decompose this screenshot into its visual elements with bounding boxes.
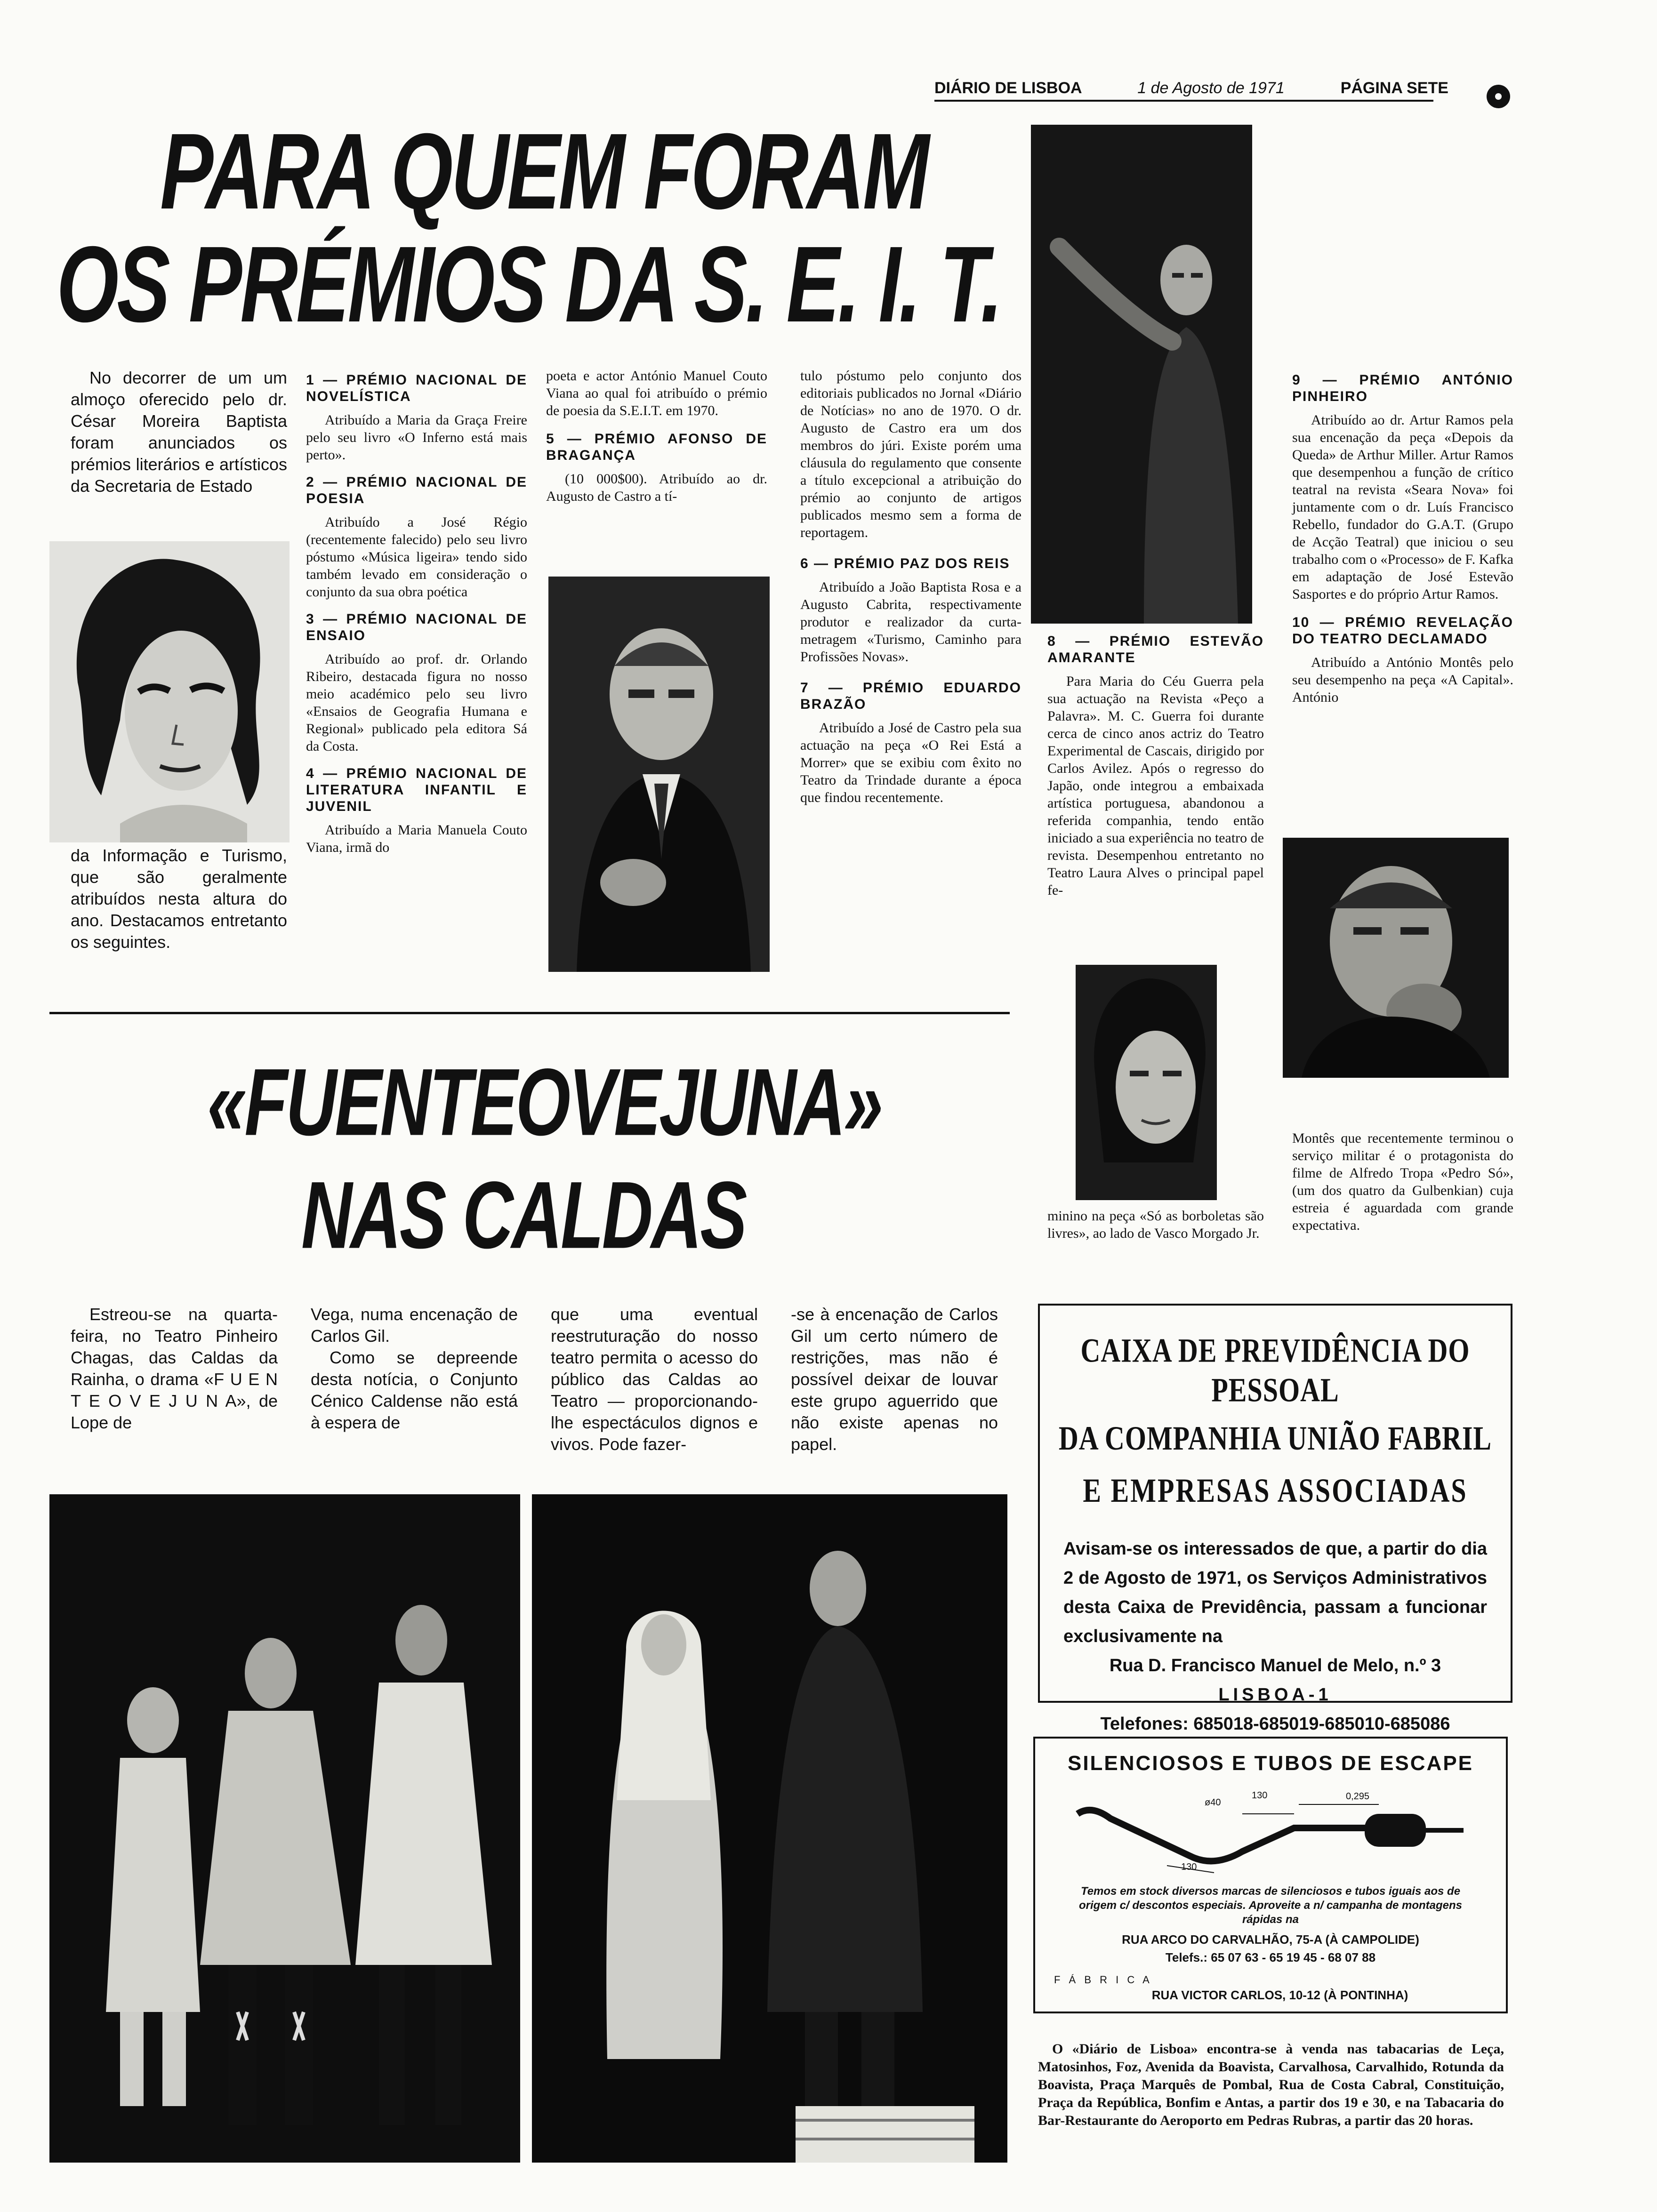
prizes-column-2: [306, 372, 527, 863]
photo-woman-portrait: [1076, 965, 1217, 1200]
prize-3-title: 3 — PRÉMIO NACIONAL DE ENSAIO: [306, 611, 527, 643]
ad-caixa-city: LISBOA-1: [1218, 1685, 1332, 1705]
article2-col2-text-b: Como se depreende desta notícia, o Conjunto Cénico Caldense não está à espera de: [311, 1348, 518, 1432]
article2-col2-text-a: Vega, numa encenação de Carlos Gil.: [311, 1305, 518, 1346]
prize-10-title: 10 — PRÉMIO REVELAÇÃO DO TEATRO DECLAMADO: [1292, 615, 1513, 647]
masthead-rule: [934, 100, 1433, 102]
ad-silenciosos-title: SILENCIOSOS E TUBOS DE ESCAPE: [1067, 1752, 1474, 1775]
prize-10-text: Atribuído a António Montês pelo seu desempenho na peça «A Capital». António: [1292, 655, 1513, 705]
photo-man-portrait: [548, 577, 770, 972]
ad-silenciosos-phones: Telefs.: 65 07 63 - 65 19 45 - 68 07 88: [1165, 1950, 1376, 1964]
prize-5-title: 5 — PRÉMIO AFONSO DE BRAGANÇA: [546, 431, 767, 463]
article2-col1-text: Estreou-se na quarta-feira, no Teatro Pinheiro Chagas, das Caldas da Rainha, o drama «F U E N T E O V E J U N A», de Lope de: [71, 1305, 278, 1432]
prize-9-title: 9 — PRÉMIO ANTÓNIO PINHEIRO: [1292, 372, 1513, 404]
ad-silenciosos-dim3: 0,295: [1346, 1791, 1370, 1802]
prize-4-text: Atribuído a Maria Manuela Couto Viana, irmã do: [306, 822, 527, 855]
ad-caixa-previdencia: [1038, 1304, 1512, 1734]
ad-caixa-title-line3: E EMPRESAS ASSOCIADAS: [1083, 1471, 1468, 1510]
ad-caixa-phones: Telefones: 685018-685019-685010-685086: [1100, 1714, 1450, 1734]
article2-column-1: [71, 1304, 278, 1434]
photo-actor-smoking: [1283, 838, 1509, 1078]
ad-silenciosos-address: RUA ARCO DO CARVALHÃO, 75-A (À CAMPOLIDE): [1122, 1932, 1419, 1947]
prize-7-text: Atribuído a José de Castro pela sua actuação na peça «O Rei Está a Morrer» que se exibiu com êxito no Teatro da Trindade durante a época que findou recentemente.: [800, 720, 1022, 805]
photo-stage-scene-2-image: [532, 1494, 1007, 2163]
photo-actor-stage: [1031, 125, 1252, 624]
photo-woman-portrait-image: [1076, 965, 1217, 1200]
article1-headline-line2: OS PRÉMIOS DA S. E. I. T.: [56, 224, 1001, 345]
article2-column-4: [791, 1304, 998, 1455]
prize-8-continuation-block: [1047, 1207, 1264, 1242]
ad-silenciosos-dim1: ø40: [1205, 1797, 1221, 1808]
article1-intro-top-text: No decorrer de um um almoço oferecido pelo dr. César Moreira Baptista foram anunciados os prémios literários e artísticos da Secretaria de Estado: [71, 368, 287, 496]
photo-stage-scene-1: [49, 1494, 520, 2163]
ad-silenciosos-dim4: 130: [1181, 1862, 1197, 1872]
prize-7-title: 7 — PRÉMIO EDUARDO BRAZÃO: [800, 680, 1022, 712]
ad-caixa-title-line2: DA COMPANHIA UNIÃO FABRIL: [1058, 1419, 1492, 1458]
article2-headline-line1: «FUENTEOVEJUNA»: [207, 1048, 882, 1155]
prizes-column-6: [1292, 372, 1513, 713]
article-separator-rule: [49, 1012, 1010, 1014]
photo-actor-smoking-image: [1283, 838, 1509, 1078]
masthead-page: PÁGINA SETE: [1340, 79, 1448, 97]
prize-2-title: 2 — PRÉMIO NACIONAL DE POESIA: [306, 474, 527, 506]
prize-4-title: 4 — PRÉMIO NACIONAL DE LITERATURA INFANTIL E JUVENIL: [306, 766, 527, 814]
ad-caixa-title-line1: CAIXA DE PREVIDÊNCIA DO PESSOAL: [1080, 1331, 1470, 1409]
article2-column-2: [311, 1304, 518, 1434]
prizes-column-4: [800, 367, 1022, 813]
prize-8-text: Para Maria do Céu Guerra pela sua actuação na Revista «Peço a Palavra». M. C. Guerra foi durante cerca de cinco anos actriz do Teatro Experimental de Cascais, dirigido por Carlos Avilez. Após o regresso do Japão, onde integrou a embaixada artística portuguesa, abandonou a referida companhia, tendo então iniciado a sua experiência no teatro de revista. Desempenhou entretanto no Teatro Laura Alves o principal papel fe-: [1047, 673, 1264, 898]
article2-col4-text: -se à encenação de Carlos Gil um certo número de restrições, mas não é possível deixar de louvar este grupo aguerrido que não existe apenas no papel.: [791, 1305, 998, 1454]
prize-3-text: Atribuído ao prof. dr. Orlando Ribeiro, destacada figura no nosso meio académico pelo seu livro «Ensaios de Geografia Humana e Regional» publicado pela editora Sá da Costa.: [306, 651, 527, 754]
photo-man-portrait-image: [548, 577, 770, 972]
exhaust-pipe-illustration: [1073, 1786, 1468, 1875]
prize-10-continuation: Montês que recentemente terminou o serviço militar é o protagonista do filme de Alfredo Tropa «Pedro Só», (um dos quatro da Gulbenkian) cuja estreia é aguardada com grande expectativa.: [1292, 1130, 1513, 1233]
masthead: [934, 79, 1476, 97]
ad-silenciosos: [1033, 1737, 1508, 2013]
photo-stage-scene-1-image: [49, 1494, 520, 2163]
ad-silenciosos-dim2: 130: [1252, 1790, 1268, 1801]
article2-col3-text: que uma eventual reestruturação do nosso teatro permita o acesso do público das Caldas ao Teatro — proporcionando-lhe espectáculos dignos e vivos. Pode fazer-: [551, 1305, 758, 1454]
prizes-column-5: [1047, 633, 1264, 906]
masthead-paper: DIÁRIO DE LISBOA: [934, 79, 1082, 97]
sales-notice: O «Diário de Lisboa» encontra-se à venda nas tabacarias de Leça, Matosinhos, Foz, Avenida da Boavista, Carvalhosa, Carvalhido, Rotunda da Boavista, Praça Marquês de Pombal, Rua de Costa Cabral, Constituição, Praça da República, Bonfim e Antas, a partir dos 19 e 30, e na Tabacaria do Bar-Restaurante do Aeroporto em Pedras Rubras, a partir das 20 horas.: [1038, 2041, 1504, 2128]
prize-10-continuation-block: [1292, 1130, 1513, 1234]
ad-caixa-address: Rua D. Francisco Manuel de Melo, n.º 3: [1109, 1656, 1441, 1675]
photo-actor-stage-image: [1031, 125, 1252, 624]
prize-4-continuation: poeta e actor António Manuel Couto Viana ao qual foi atribuído o prémio de poesia da S.E.I.T. em 1970.: [546, 368, 767, 418]
masthead-date: 1 de Agosto de 1971: [1137, 79, 1285, 97]
page-bullet-icon: [1487, 85, 1510, 108]
article1-intro-top: [71, 367, 287, 497]
ad-silenciosos-factory-address: RUA VICTOR CARLOS, 10-12 (À PONTINHA): [1151, 1988, 1408, 2002]
prize-8-continuation: minino na peça «Só as borboletas são livres», ao lado de Vasco Morgado Jr.: [1047, 1208, 1264, 1241]
prize-2-text: Atribuído a José Régio (recentemente falecido) pelo seu livro póstumo «Música ligeira» tendo sido também levado em consideração o conjunto da sua obra poética: [306, 514, 527, 600]
ad-caixa-body: Avisam-se os interessados de que, a partir do dia 2 de Agosto de 1971, os Serviços Administrativos desta Caixa de Previdência, passam a funcionar exclusivamente na: [1063, 1539, 1487, 1646]
prize-1-text: Atribuído a Maria da Graça Freire pelo seu livro «O Inferno está mais perto».: [306, 412, 527, 463]
prizes-column-3: [546, 367, 767, 512]
ad-silenciosos-body: Temos em stock diversos marcas de silenciosos e tubos iguais aos de origem c/ descontos especiais. Aproveite a n/ campanha de montagens rápidas na: [1078, 1885, 1463, 1926]
photo-actress-portrait-image: [49, 541, 290, 842]
prize-9-text: Atribuído ao dr. Artur Ramos pela sua encenação da peça «Depois da Queda» de Arthur Miller. Artur Ramos que desempenhou a função de crítico teatral na revista «Seara Nova» foi juntamente com o dr. Luís Francisco Rebello, fundador do G.A.T. (Grupo de Acção Teatral) que iniciou o seu trabalho com o «Processo» de F. Kafka em adaptação de José Estevão Sasportes e do próprio Artur Ramos.: [1292, 412, 1513, 602]
prize-5-text: (10 000$00). Atribuído ao dr. Augusto de Castro a tí-: [546, 471, 767, 504]
prize-6-title: 6 — PRÉMIO PAZ DOS REIS: [800, 556, 1010, 571]
ad-silenciosos-factory-label: F Á B R I C A: [1054, 1974, 1152, 1986]
article1-intro-bottom: [71, 845, 287, 953]
article1-intro-bottom-text: da Informação e Turismo, que são geralmente atribuídos nesta altura do ano. Destacamos entretanto os seguintes.: [71, 846, 287, 952]
photo-actress-portrait: [49, 541, 290, 842]
article2-column-3: [551, 1304, 758, 1455]
article1-headline-line1: PARA QUEM FORAM: [160, 111, 928, 232]
prize-6-text: Atribuído a João Baptista Rosa e a Augusto Cabrita, respectivamente produtor e realizador da curta-metragem «Turismo, Caminho para Profissões Novas».: [800, 579, 1022, 665]
prize-8-title: 8 — PRÉMIO ESTEVÃO AMARANTE: [1047, 633, 1264, 665]
prize-5-continuation: tulo póstumo pelo conjunto dos editoriais publicados no Jornal «Diário de Notícias» no ano de 1970. O dr. Augusto de Castro era um dos membros do júri. Existe porém uma cláusula do regulamento que consente a título excepcional a atribuição do prémio ao conjunto de artigos publicados mesmo sem a forma de reportagem.: [800, 368, 1022, 540]
article2-headline-line2: NAS CALDAS: [301, 1161, 746, 1268]
photo-stage-scene-2: [532, 1494, 1007, 2163]
prize-1-title: 1 — PRÉMIO NACIONAL DE NOVELÍSTICA: [306, 372, 527, 404]
